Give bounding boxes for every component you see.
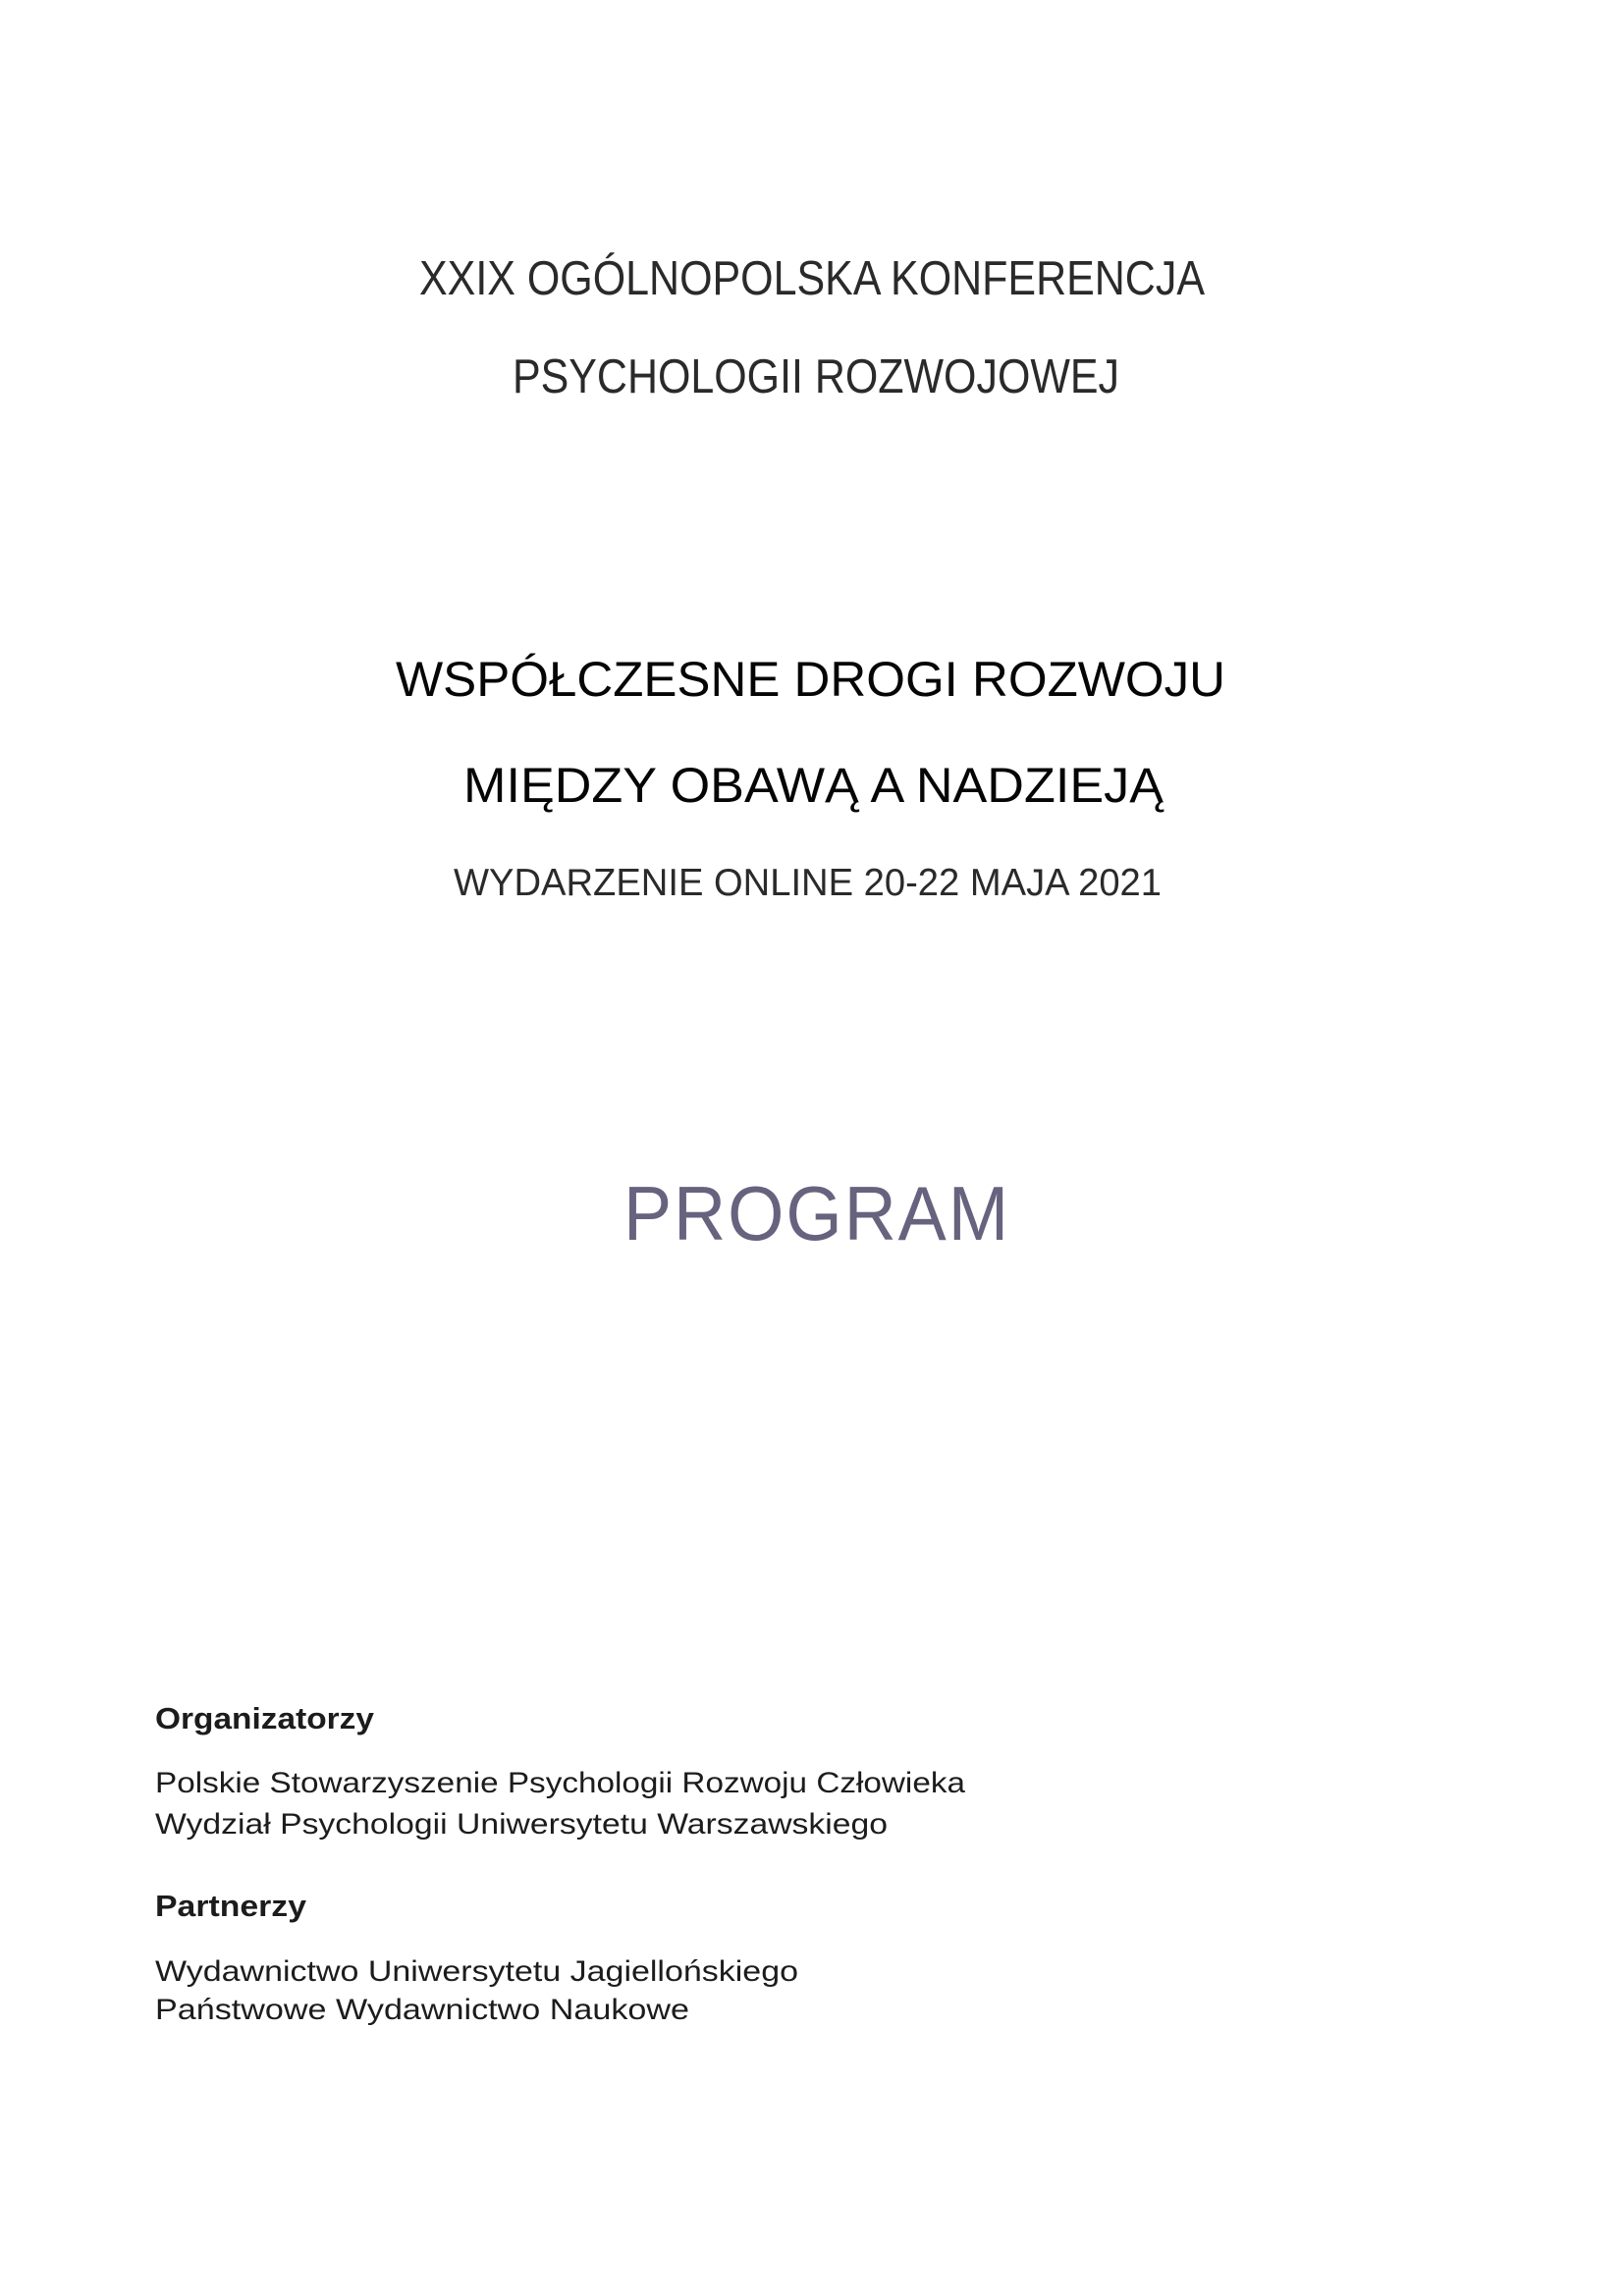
partner-item: Wydawnictwo Uniwersytetu Jagiellońskiego — [155, 1955, 798, 1988]
title-line-1: WSPÓŁCZESNE DROGI ROZWOJU — [396, 652, 1225, 707]
partner-item: Państwowe Wydawnictwo Naukowe — [155, 1994, 689, 2026]
event-date: WYDARZENIE ONLINE 20-22 MAJA 2021 — [454, 862, 1162, 904]
organizer-item: Polskie Stowarzyszenie Psychologii Rozwoju Człowieka — [155, 1767, 966, 1799]
partners-heading: Partnerzy — [155, 1889, 306, 1923]
organizer-item: Wydział Psychologii Uniwersytetu Warszawskiego — [155, 1808, 888, 1841]
conference-name-line-2: PSYCHOLOGII ROZWOJOWEJ — [513, 350, 1119, 403]
program-heading: PROGRAM — [623, 1170, 1010, 1256]
conference-name-line-1: XXIX OGÓLNOPOLSKA KONFERENCJA — [419, 252, 1205, 305]
organizers-heading: Organizatorzy — [155, 1701, 374, 1735]
title-line-2: MIĘDZY OBAWĄ A NADZIEJĄ — [463, 758, 1164, 813]
